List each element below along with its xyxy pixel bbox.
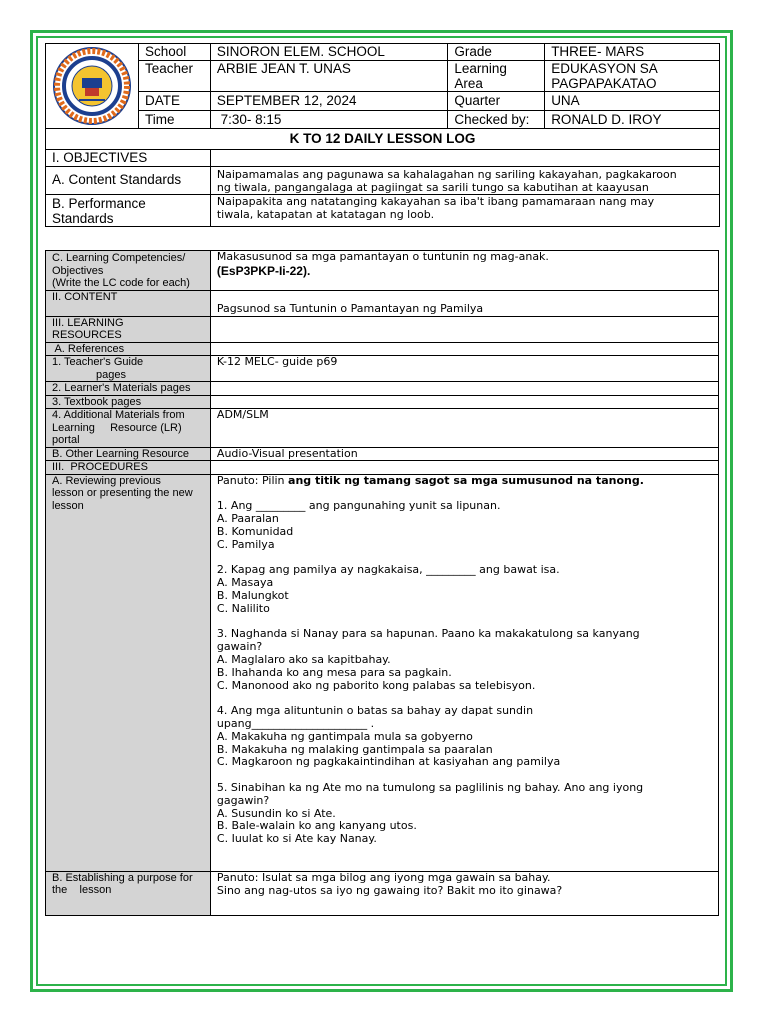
question-text: 1. Ang _________ ang pangunahing yunit sa lipunan.	[216, 499, 501, 513]
teachers-guide-value: K-12 MELC- guide p69	[210, 356, 718, 382]
additional-materials-value: ADM/SLM	[210, 409, 718, 448]
choice: C. Manonood ako ng paborito kong palabas sa telebisyon.	[216, 678, 536, 692]
review-instruction	[217, 475, 718, 488]
learning-resources-label	[46, 316, 211, 342]
choice: A. Paaralan	[216, 512, 279, 526]
performance-standards-line1: Naipapakita ang natatanging kakayahan sa iba't ibang pamamaraan nang may	[216, 195, 655, 208]
choice: C. Iuulat ko si Ate kay Nanay.	[216, 832, 377, 846]
page-title: K TO 12 DAILY LESSON LOG	[46, 129, 720, 150]
school-logo	[49, 45, 135, 127]
purpose-line1: Panuto: Isulat sa mga bilog ang iyong mga gawain sa bahay.	[216, 870, 551, 884]
am-label-line3: portal	[52, 434, 80, 446]
learning-area-value-line2: PAGPAPAKATAO	[551, 76, 657, 91]
learning-competencies-label	[46, 251, 211, 291]
quarter-label: Quarter	[448, 92, 545, 111]
question-text: 4. Ang mga alituntunin o batas sa bahay ay dapat sundin	[216, 704, 534, 718]
purpose-label-line1: B. Establishing a purpose for	[52, 871, 193, 884]
learning-area-label-line2: Area	[454, 76, 483, 91]
choice: C. Nalilito	[216, 601, 270, 615]
content-standards-label: A. Content Standards	[46, 167, 211, 195]
grade-label: Grade	[448, 44, 545, 61]
learning-competencies-value	[210, 251, 718, 291]
choice: B. Makakuha ng malaking gantimpala sa paaralan	[216, 742, 493, 756]
choice: A. Makakuha ng gantimpala mula sa gobyerno	[216, 729, 473, 743]
question-text: gagawin?	[216, 793, 270, 807]
performance-standards-line2: tiwala, katapatan at katatagan ng loob.	[216, 208, 435, 221]
performance-standards-label-line1: B. Performance	[52, 196, 146, 211]
textbook-pages-value	[210, 395, 718, 409]
purpose-line2: Sino ang nag-utos sa iyo ng gawaing ito? Bakit mo ito ginawa?	[216, 883, 563, 897]
objectives-table	[45, 128, 720, 227]
procedures-label: III. PROCEDURES	[46, 461, 211, 475]
date-label: DATE	[138, 92, 210, 111]
date-value: SEPTEMBER 12, 2024	[210, 92, 447, 111]
school-label: School	[138, 44, 210, 61]
choice: B. Bale-walain ko ang kanyang utos.	[216, 819, 417, 833]
objectives-heading: I. OBJECTIVES	[46, 150, 211, 167]
tg-label-line1: 1. Teacher's Guide	[52, 356, 144, 368]
header-table	[45, 43, 720, 129]
tg-label-line2: pages	[96, 368, 126, 381]
rev-label-line2: lesson or presenting the new	[52, 487, 193, 500]
learning-area-label-line1: Learning	[454, 61, 507, 76]
other-learning-resource-label: B. Other Learning Resource	[46, 447, 211, 461]
purpose-label-line2: the lesson	[52, 884, 112, 897]
grade-value: THREE- MARS	[545, 44, 720, 61]
references-value	[210, 342, 718, 356]
checked-by-label: Checked by:	[448, 111, 545, 129]
performance-standards-label	[46, 195, 211, 227]
performance-standards-value	[210, 195, 719, 227]
quiz-question	[217, 705, 718, 769]
lesson-table	[45, 250, 719, 916]
lc-label-line2: Objectives	[52, 264, 104, 277]
reviewing-lesson-label	[46, 474, 211, 871]
performance-standards-label-line2: Standards	[52, 211, 114, 226]
establishing-purpose-label	[46, 871, 211, 915]
school-logo-cell	[46, 44, 139, 129]
learning-area-value-line1: EDUKASYON SA	[551, 61, 658, 76]
review-instruction-bold: ang titik ng tamang sagot sa mga sumusunod na tanong.	[288, 473, 644, 487]
choice: A. Maglalaro ako sa kapitbahay.	[216, 652, 391, 666]
content-value: Pagsunod sa Tuntunin o Pamantayan ng Pamilya	[210, 290, 718, 316]
content-standards-line2: ng tiwala, pangangalaga at pagiingat sa sarili tungo sa kabutihan at kaayusan	[216, 181, 649, 194]
choice: C. Magkaroon ng pagkakaintindihan at kasiyahan ang pamilya	[216, 755, 561, 769]
textbook-pages-label: 3. Textbook pages	[46, 395, 211, 409]
question-text: 2. Kapag ang pamilya ay nagkakaisa, _________ ang bawat isa.	[216, 563, 560, 577]
rev-label-line3: lesson	[52, 499, 84, 512]
rev-label-line1: A. Reviewing previous	[52, 474, 161, 487]
question-text: upang_____________________ .	[216, 716, 375, 730]
choice: B. Komunidad	[216, 524, 294, 538]
choice: B. Malungkot	[216, 588, 289, 602]
learning-resources-value	[210, 316, 718, 342]
additional-materials-label	[46, 409, 211, 448]
references-label: A. References	[46, 342, 211, 356]
choice: B. Ihahanda ko ang mesa para sa pagkain.	[216, 665, 452, 679]
choice: A. Masaya	[216, 576, 274, 590]
school-value: SINORON ELEM. SCHOOL	[210, 44, 447, 61]
teacher-value: ARBIE JEAN T. UNAS	[210, 61, 447, 92]
learners-materials-value	[210, 382, 718, 396]
review-instruction-plain: Panuto: Pilin	[216, 473, 289, 487]
checked-by-value: RONALD D. IROY	[545, 111, 720, 129]
content-standards-value	[210, 167, 719, 195]
quiz-question	[217, 628, 718, 692]
lc-label-line3: (Write the LC code for each)	[52, 277, 190, 289]
quiz-question	[217, 564, 718, 615]
teacher-label: Teacher	[138, 61, 210, 92]
time-value: 7:30- 8:15	[210, 111, 447, 129]
lc-code: (EsP3PKP-Ii-22).	[216, 263, 311, 278]
establishing-purpose-value	[210, 871, 718, 915]
teachers-guide-label	[46, 356, 211, 382]
reviewing-lesson-value	[210, 474, 718, 871]
am-label-line1: 4. Additional Materials from	[52, 409, 185, 421]
learners-materials-label: 2. Learner's Materials pages	[46, 382, 211, 396]
lc-value: Makasusunod sa mga pamantayan o tuntunin ng mag-anak.	[216, 250, 549, 263]
question-text: gawain?	[216, 640, 263, 654]
quiz-question	[217, 500, 718, 551]
content-label: II. CONTENT	[46, 290, 211, 316]
lr-label-line1: III. LEARNING	[52, 316, 124, 329]
objectives-heading-value	[210, 150, 719, 167]
question-text: 5. Sinabihan ka ng Ate mo na tumulong sa paglilinis ng bahay. Ano ang iyong	[216, 780, 644, 794]
learning-area-label	[448, 61, 545, 92]
quiz-question	[217, 782, 718, 846]
lc-label-line1: C. Learning Competencies/	[52, 252, 186, 264]
am-label-line2: Learning Resource (LR)	[52, 421, 182, 434]
procedures-value	[210, 461, 718, 475]
quarter-value: UNA	[545, 92, 720, 111]
lr-label-line2: RESOURCES	[52, 329, 122, 341]
time-label: Time	[138, 111, 210, 129]
question-text: 3. Naghanda si Nanay para sa hapunan. Paano ka makakatulong sa kanyang	[216, 627, 640, 641]
other-learning-resource-value: Audio-Visual presentation	[210, 447, 718, 461]
choice: A. Susundin ko si Ate.	[216, 806, 336, 820]
choice: C. Pamilya	[216, 537, 275, 551]
learning-area-value	[545, 61, 720, 92]
content-standards-line1: Naipamamalas ang pagunawa sa kahalagahan ng sariling kakayahan, pagkakaroon	[216, 168, 677, 181]
